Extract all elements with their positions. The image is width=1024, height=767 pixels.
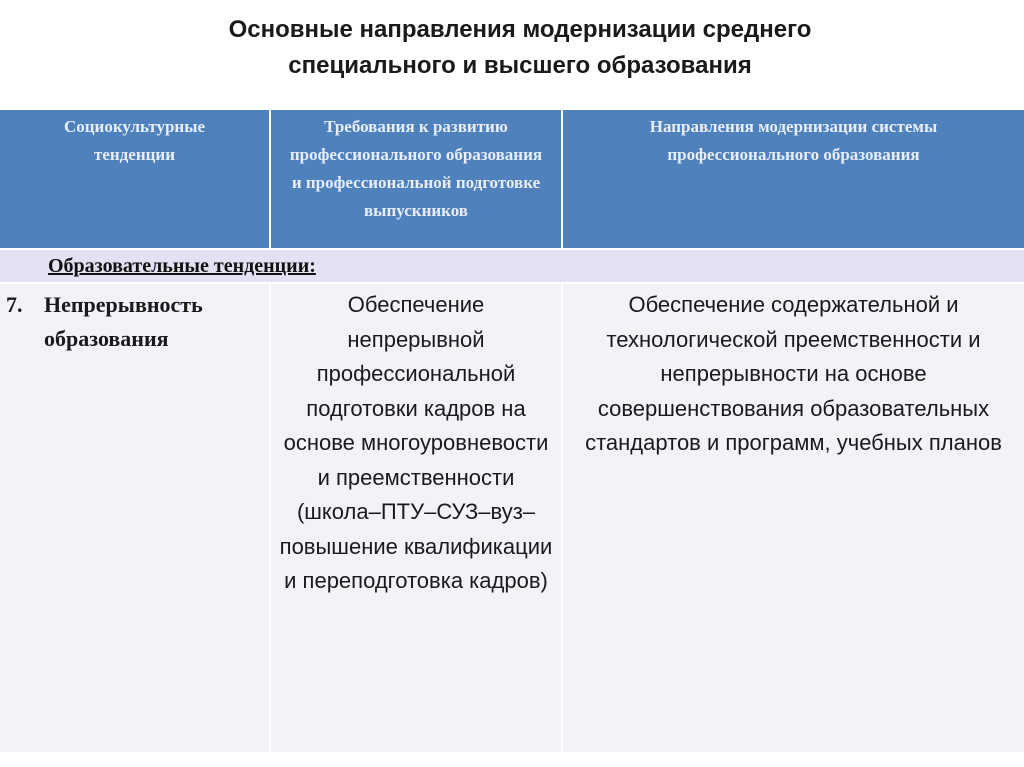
bottom-margin bbox=[0, 752, 1024, 767]
table bbox=[0, 110, 1024, 752]
section-label: Образовательные тенденции: bbox=[0, 249, 1024, 283]
cell-requirement bbox=[270, 283, 562, 752]
cell-direction bbox=[562, 283, 1024, 752]
table-header-row bbox=[0, 110, 1024, 249]
header-requirements: Требования к развитию профессионального образования и профессиональной подготовке выпускников bbox=[270, 110, 562, 249]
row-number: 7. bbox=[6, 292, 23, 317]
title-line-2: специального и высшего образования bbox=[288, 52, 752, 79]
cell-trend bbox=[0, 283, 270, 752]
direction-text: Обеспечение содержательной и технологической преемственности и непрерывности на основе совершенствования образовательных стандартов и программ, учебных планов bbox=[585, 292, 1002, 455]
section-row bbox=[0, 249, 1024, 283]
table-row bbox=[0, 283, 1024, 752]
requirement-text: Обеспечение непрерывной профессиональной подготовки кадров на основе многоуровневости и преемственности (школа–ПТУ–СУЗ–вуз–повышение квалификации и переподготовка кадров) bbox=[279, 292, 553, 593]
header-sociocultural-trends: Социокультурные тенденции bbox=[0, 110, 270, 249]
slide-title bbox=[140, 12, 900, 84]
header-modernization-directions: Направления модернизации системы профессионального образования bbox=[562, 110, 1024, 249]
modernization-table bbox=[0, 110, 1024, 752]
trend-text: Непрерывность образования bbox=[44, 292, 203, 351]
title-line-1: Основные направления модернизации среднего bbox=[228, 16, 812, 43]
